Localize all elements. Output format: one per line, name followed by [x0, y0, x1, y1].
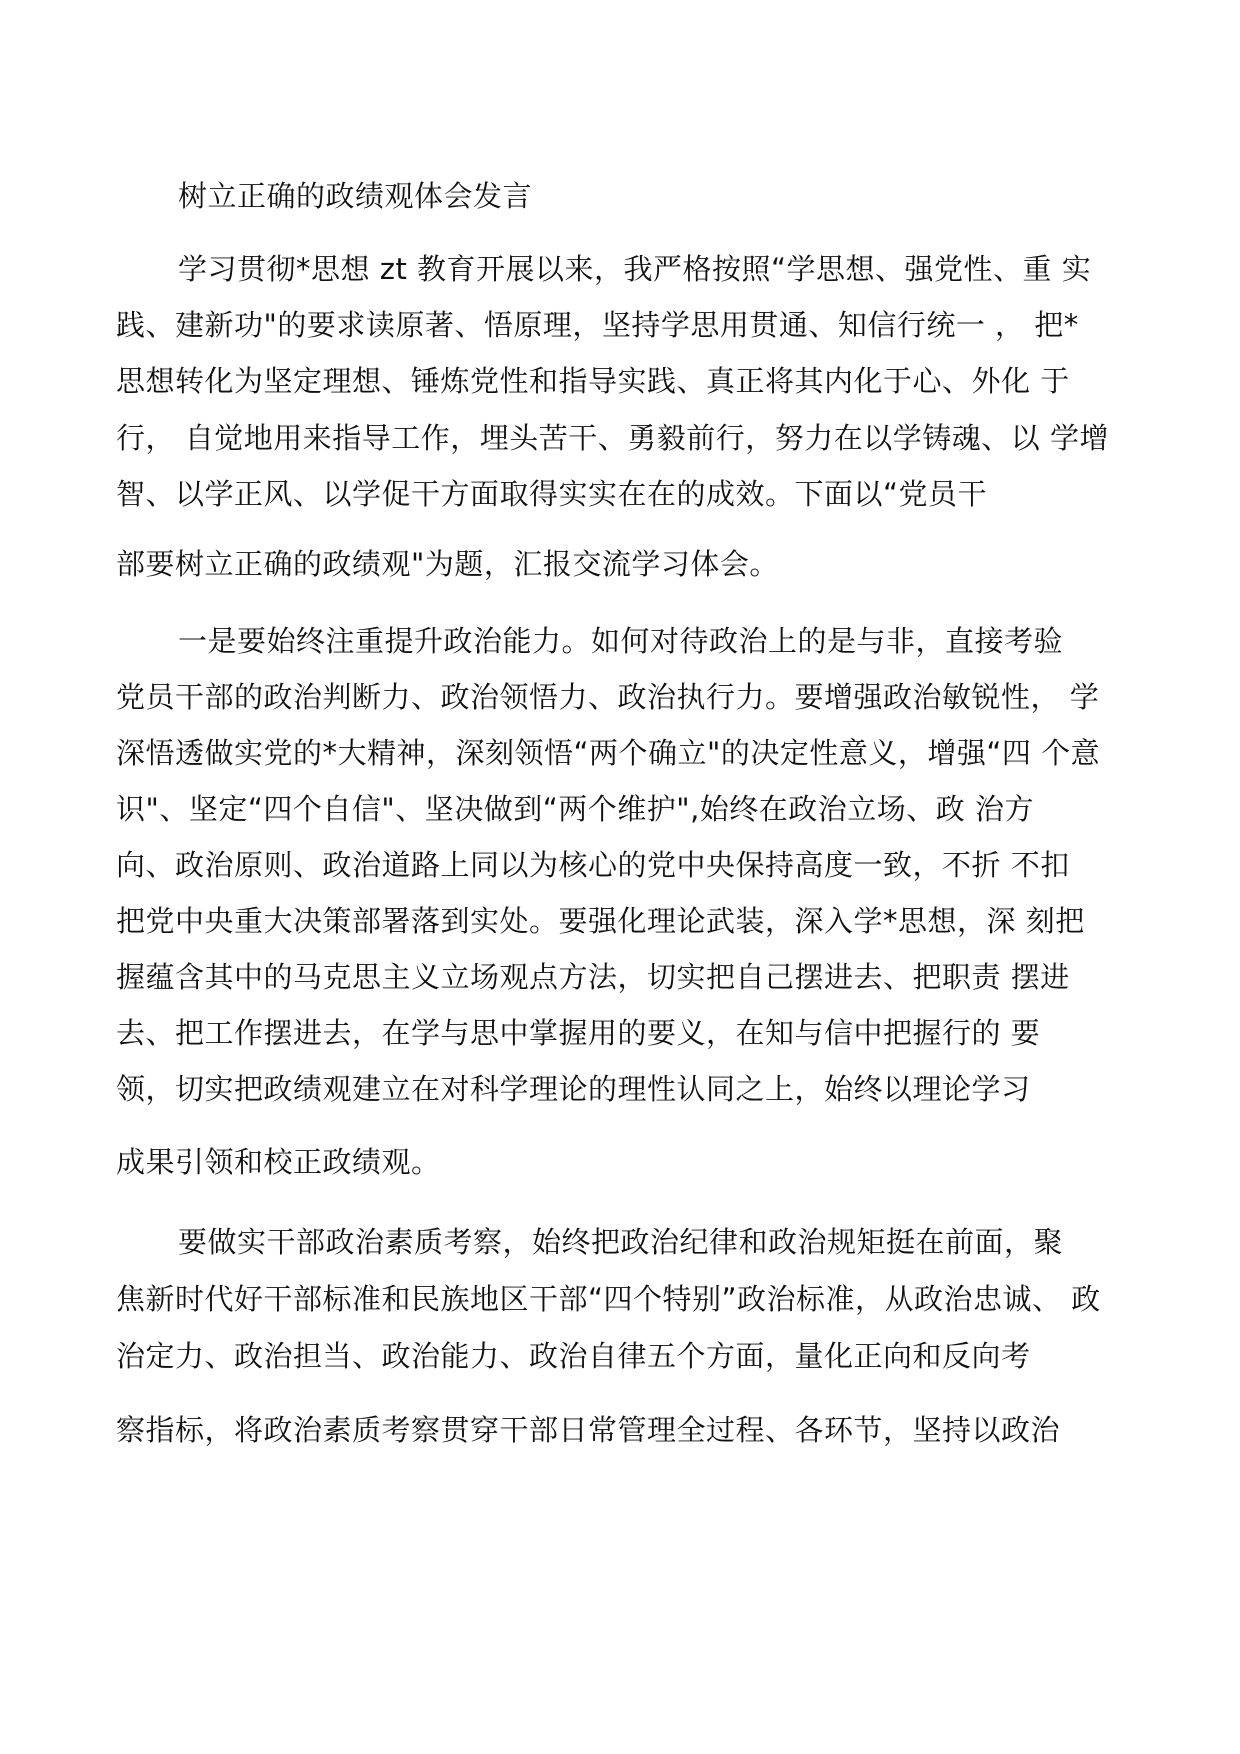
- paragraph-3-line-3: 治定力、政治担当、政治能力、政治自律五个方面，量化正向和反向考: [116, 1339, 1031, 1373]
- paragraph-3-line-2: 焦新时代好干部标准和民族地区干部“四个特别”政治标准，从政治忠诚、 政: [116, 1282, 1101, 1316]
- paragraph-3-line-1: 要做实干部政治素质考察，始终把政治纪律和政治规矩挺在前面，聚: [178, 1225, 1064, 1259]
- paragraph-1-line-6: 部要树立正确的政绩观"为题，汇报交流学习体会。: [116, 547, 779, 581]
- paragraph-1-line-2: 践、建新功"的要求读原著、悟原理，坚持学思用贯通、知信行统一 ， 把*: [116, 308, 1079, 342]
- paragraph-2-line-3: 深悟透做实党的*大精神，深刻领悟“两个确立"的决定性意义，增强“四 个意: [116, 736, 1101, 770]
- paragraph-1-line-3: 思想转化为坚定理想、锤炼党性和指导实践、真正将其内化于心、外化 于: [116, 364, 1070, 398]
- paragraph-2-line-6: 把党中央重大决策部署落到实处。要强化理论武装，深入学*思想，深 刻把: [116, 904, 1085, 938]
- paragraph-2-line-9: 领，切实把政绩观建立在对科学理论的理性认同之上，始终以理论学习: [116, 1072, 1031, 1106]
- paragraph-1-line-4: 行， 自觉地用来指导工作，埋头苦干、勇毅前行，努力在以学铸魂、以 学增: [116, 421, 1109, 455]
- paragraph-2-line-10: 成果引领和校正政绩观。: [116, 1145, 441, 1179]
- paragraph-1-line-5: 智、以学正风、以学促干方面取得实实在在的成效。下面以“党员干: [116, 477, 988, 511]
- paragraph-3-line-4: 察指标，将政治素质考察贯穿干部日常管理全过程、各环节，坚持以政治: [116, 1413, 1061, 1447]
- paragraph-2-line-7: 握蕴含其中的马克思主义立场观点方法，切实把自己摆进去、把职责 摆进: [116, 960, 1070, 994]
- paragraph-1-line-1: 学习贯彻*思想 zt 教育开展以来，我严格按照“学思想、强党性、重 实: [178, 252, 1092, 286]
- paragraph-2-line-8: 去、把工作摆进去，在学与思中掌握用的要义，在知与信中把握行的 要: [116, 1016, 1041, 1050]
- paragraph-2-line-5: 向、政治原则、政治道路上同以为核心的党中央保持高度一致，不折 不扣: [116, 848, 1070, 882]
- document-title: 树立正确的政绩观体会发言: [178, 179, 533, 213]
- paragraph-2-line-2: 党员干部的政治判断力、政治领悟力、政治执行力。要增强政治敏锐性， 学: [116, 680, 1100, 714]
- paragraph-2-line-4: 识"、坚定“四个自信"、坚决做到“两个维护",始终在政治立场、政 治方: [116, 792, 1035, 826]
- paragraph-2-line-1: 一是要始终注重提升政治能力。如何对待政治上的是与非，直接考验: [178, 624, 1064, 658]
